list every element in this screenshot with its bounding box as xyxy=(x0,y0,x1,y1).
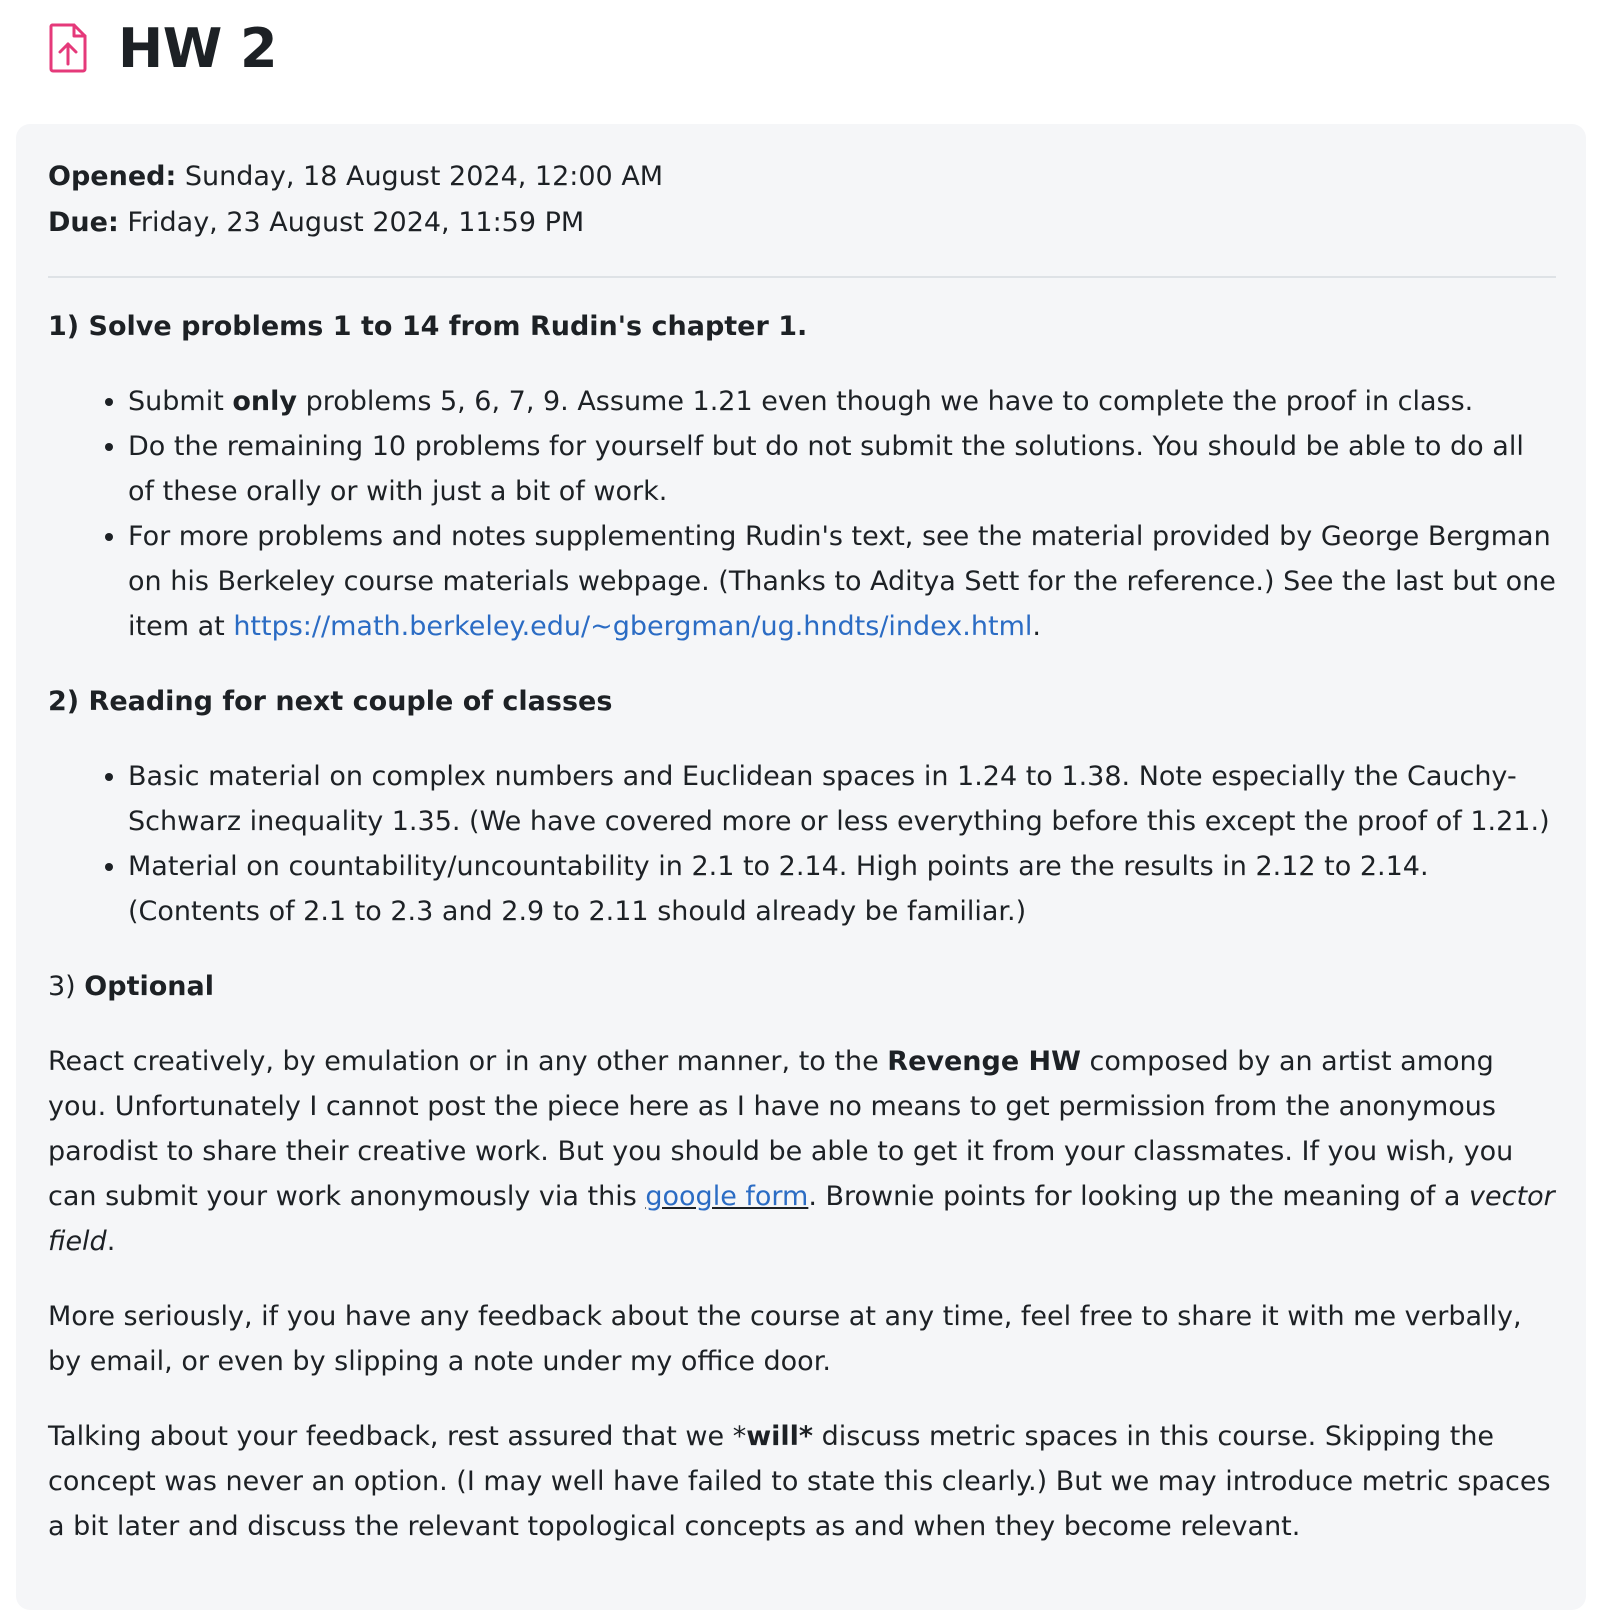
opened-value: Sunday, 18 August 2024, 12:00 AM xyxy=(184,161,664,192)
paragraph-text: composed by an artist among you. Unfortunately I cannot post the piece here as I have no means to get permission from the anonymous parodist to share their creative work. But you should be able to get it from your classmates. If you wish, you can submit your work anonymously via this xyxy=(48,1046,1514,1212)
paragraph-text: . Brownie points for looking up the meaning of a xyxy=(808,1181,1470,1212)
list-item: • Do the remaining 10 problems for yourself but do not submit the solutions. You should be able to do all of these orally or with just a bit of work. xyxy=(128,424,1556,514)
divider xyxy=(48,276,1556,278)
page-title: HW 2 xyxy=(118,16,278,80)
section-number: 3) xyxy=(48,971,85,1002)
list-item: • Basic material on complex numbers and Euclidean spaces in 1.24 to 1.38. Note especially the Cauchy-Schwarz inequality 1.35. (We have covered more or less everything before this except the proof of 1.21.) xyxy=(128,754,1556,844)
section-2-heading: 2) Reading for next couple of classes xyxy=(48,686,613,717)
optional-paragraph xyxy=(48,1039,1556,1264)
opened-date-row xyxy=(48,154,1556,200)
paragraph-text: discuss metric spaces in this course. Skipping the concept was never an option. (I may well have failed to state this clearly.) But we may introduce metric spaces a bit later and discuss the relevant topological concepts as and when they become relevant. xyxy=(48,1421,1551,1542)
metric-spaces-paragraph xyxy=(48,1414,1556,1549)
paragraph-text: React creatively, by emulation or in any other manner, to the xyxy=(48,1046,888,1077)
list-item-text: . xyxy=(1032,611,1041,642)
paragraph-text: Talking about your feedback, rest assured that we * xyxy=(48,1421,747,1452)
section-2-list xyxy=(48,754,1556,934)
list-item-text: For more problems and notes supplementing Rudin's text, see the material provided by George Bergman on his Berkeley course materials webpage. (Thanks to Aditya Sett for the reference.) See the last but one item at xyxy=(128,521,1556,642)
list-item xyxy=(128,514,1556,649)
list-item-text: Submit xyxy=(128,386,233,417)
opened-label: Opened: xyxy=(48,161,177,192)
section-1-heading: 1) Solve problems 1 to 14 from Rudin's chapter 1. xyxy=(48,311,808,342)
due-label: Due: xyxy=(48,207,119,238)
berkeley-materials-link[interactable]: https://math.berkeley.edu/~gbergman/ug.hndts/index.html xyxy=(233,611,1033,642)
assignment-description xyxy=(48,304,1556,1549)
emphasis-text: Revenge HW xyxy=(887,1046,1081,1077)
assignment-dates xyxy=(48,154,1556,264)
due-value: Friday, 23 August 2024, 11:59 PM xyxy=(127,207,585,238)
paragraph-text: . xyxy=(106,1226,116,1257)
emphasis-text: will* xyxy=(746,1421,814,1452)
due-date-row xyxy=(48,200,1556,246)
list-item: • Material on countability/uncountability in 2.1 to 2.14. High points are the results in 2.12 to 2.14. (Contents of 2.1 to 2.3 and 2.9 to 2.11 should already be familiar.) xyxy=(128,844,1556,934)
list-item-text: problems 5, 6, 7, 9. Assume 1.21 even though we have to complete the proof in class. xyxy=(297,386,1474,417)
assignment-upload-icon xyxy=(44,20,92,76)
section-1-list xyxy=(48,379,1556,649)
emphasis-text: only xyxy=(232,386,298,417)
google-form-link[interactable]: google form xyxy=(645,1181,809,1212)
italic-text: vector field xyxy=(48,1181,1555,1257)
page-header xyxy=(44,12,277,84)
feedback-paragraph: More seriously, if you have any feedback about the course at any time, feel free to share it with me verbally, by email, or even by slipping a note under my office door. xyxy=(48,1301,1522,1377)
list-item xyxy=(128,379,1556,424)
section-3-heading xyxy=(48,964,1556,1009)
assignment-panel xyxy=(16,124,1586,1610)
section-title: Optional xyxy=(84,971,214,1002)
